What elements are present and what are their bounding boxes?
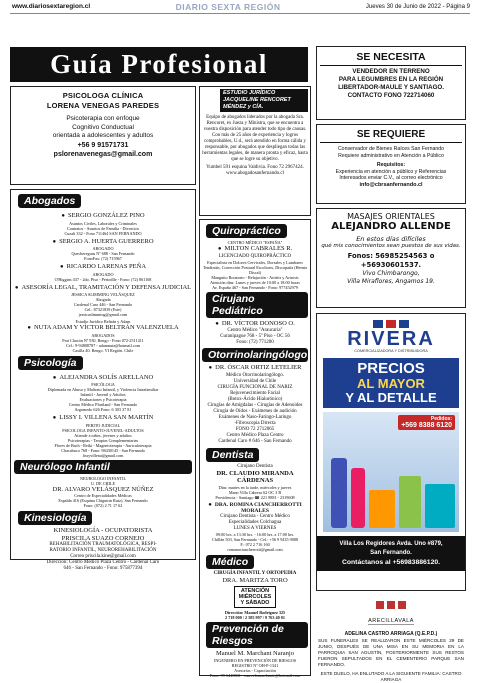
rivera-logo <box>317 314 465 353</box>
masajes-slogan: qué mis conocimientos sean puestos de sus vidas. <box>321 243 461 249</box>
rivera-brand: RIVERA <box>347 328 435 350</box>
ad-rivera <box>316 313 466 591</box>
masajes-slogan: En estos días difíciles <box>356 235 426 243</box>
ad-masajes <box>316 208 466 308</box>
abogado-entry <box>14 263 192 282</box>
quiro-line: Av. España 467 - San Fernando - Fono: 977452979 <box>212 284 298 290</box>
attn-line: Y SÁBADO <box>240 600 270 606</box>
psicologo-line: Centro Médico Pluriland - San Fernando <box>68 402 138 407</box>
obituary <box>316 601 466 683</box>
abogado-entry <box>14 212 192 236</box>
requiere-line: Conservador de Bienes Raíces San Fernando <box>337 146 445 152</box>
dentista-line2: LUNES A VIERNES <box>233 525 277 531</box>
otorrino-line: -Fibroscopia Directa <box>234 420 276 426</box>
otorrino-line: Centro Médico Plaza Centro <box>226 432 284 438</box>
psico-line: orientada a adolescentes y adultos <box>52 132 154 139</box>
masajes-name: ALEJANDRO ALLENDE <box>331 221 451 232</box>
product-pack <box>425 484 455 528</box>
abogado-line: Contratos - Asuntos de Familia - Divorcios <box>66 225 140 231</box>
section-medico: Médico <box>206 555 254 569</box>
psico-line: Psicoterapia con enfoque <box>66 115 140 122</box>
psicologo-line: Psicoterapias - Terapias Complementarias <box>67 437 139 443</box>
rivera-contact <box>317 536 465 571</box>
quiro-pre: CENTRO MÉDICO "ESPAÑA" <box>227 240 283 245</box>
otorrino-entry <box>202 364 308 445</box>
riesgos-line: INGENIERO EN PREVENCIÓN DE RIESGOS <box>213 657 297 663</box>
rivera-contact-phone: Contáctanos al +56983886120. <box>341 559 441 566</box>
abogado-line: Cuzali 332 - Fono 711464 SAN FERNANDO <box>64 230 142 236</box>
section-dentista: Dentista <box>206 448 259 462</box>
abogado-name: ● ASESORÍA LEGAL, TRAMITACIÓN Y DEFENSA JUDICIAL <box>14 284 192 293</box>
abogado-line: Quechereguas Nº 688 - San Fernando <box>71 251 135 256</box>
masajes-phones: Fonos: 56985254563 o +56930601537. <box>347 252 435 269</box>
dentista-line2: romanaciancherrotti@gmail.com <box>227 546 283 552</box>
kine-line: Dirección: Centro Médico Plaza Centro - Cardenal Caro <box>46 560 160 565</box>
riesgos-line: Asesorías - Capacitación <box>234 667 276 673</box>
masthead: DIARIO SEXTA REGIÓN <box>175 1 281 12</box>
riesgos-line: Fono: 99-6448841 - marcelomarchante@hotmail.com <box>209 672 301 678</box>
psicologo-name: ● LISSY I. VILLENA SAN MARTÍN <box>14 414 192 423</box>
psico-email: pslorenavenegas@gmail.com <box>53 150 153 158</box>
abogado-name: ● NUTA ADAM Y VÍCTOR BELTRÁN VALENZUELA <box>14 324 192 333</box>
otorrino-line: Exámenes de Naso-Faringo-Laringo <box>218 414 292 420</box>
psicologia-list <box>14 374 192 458</box>
ad-se-requiere <box>316 124 466 204</box>
estudio-address: Yumbel 591 esquina Valdivia. Fono 72 2967424. <box>206 165 304 170</box>
dentista-line2: Chillán 503, San Fernando - Cel.: +56 9 9435 9088 <box>212 536 298 542</box>
arecilla-brand: ARECILLAVALA <box>368 618 414 624</box>
rivera-pedidos: Pedidos: <box>430 416 452 422</box>
abogado-line: Abogada <box>95 297 111 302</box>
abogado-line: Asuntos Civiles, Laborales y Criminales <box>69 220 137 226</box>
requiere-line: Requiere administrativo en Atención a Público <box>338 152 444 159</box>
otorrino-lines <box>202 373 308 445</box>
masajes-title: MASAJES ORIENTALES <box>347 212 435 221</box>
quiro-lines <box>202 254 308 290</box>
abogado-line: Casilla 40. Rengo. VI Región. Chile <box>72 347 134 353</box>
section-kinesiologia: Kinesiología <box>18 511 92 525</box>
directory-box <box>10 189 196 571</box>
psicologo-line: Argomedo 626 Fono: 6 303 37 81 <box>74 407 132 412</box>
rivera-promo3: Y AL DETALLE <box>345 390 437 405</box>
pediatrico-line: Curanipague 768 - 5º Piso - OC 56 <box>220 334 290 339</box>
estudio-box <box>199 86 311 216</box>
otorrino-line: Médico Otorrinolaringólogo. <box>225 372 285 378</box>
attn-line: MIÉRCOLES <box>238 594 272 600</box>
section-abogados: Abogados <box>18 194 81 208</box>
requiere-req: Experiencia en atención a público y Referencias <box>335 168 447 175</box>
psico-box <box>10 86 196 185</box>
psico-line: Cognitivo Conductual <box>72 123 134 131</box>
neurologo-entry <box>14 476 192 509</box>
necesita-title: SE NECESITA <box>320 51 462 66</box>
rivera-promo1: PRECIOS <box>357 360 425 377</box>
psicologo-name: ● ALEJANDRA SOLÍS ARELLANO <box>14 374 192 383</box>
psicologo-line: PSICÓLOGA <box>91 382 115 387</box>
otorrino-line: CIRUGÍA FUNCIONAL DE NARIZ <box>217 384 293 390</box>
quiro-line: Atención días: Lunes y jueves de 10:00 a 18:00 horas <box>210 279 300 285</box>
psicologo-line: PSICOLOGA INFANTO-JUVENIL-ADULTOS <box>62 427 144 433</box>
dentista-line2: 09:00 hrs. a 13:30 hrs. - 16:00 hrs. a 17:00 hrs. <box>215 531 295 537</box>
neurologo-line: Fono: (072) 2 71 17 62 <box>83 503 123 508</box>
product-bottle <box>331 458 347 528</box>
abogado-entry <box>14 284 192 318</box>
otorrino-line: Rejuvenecimiento Facial <box>230 390 280 396</box>
section-pediatrico: Cirujano Pediátrico <box>206 292 308 318</box>
masajes-addr: Vivo Chimbarongo, <box>362 270 420 277</box>
psicologo-line: Chacabuco 768 - Fono: 98430145 - San Fernando <box>61 447 145 453</box>
abogado-name: ● RICARDO LARENAS PEÑA <box>14 263 192 272</box>
obituary-family: ESTE DUELO, HA ENLUTADO A LA SIGUIENTE FAMILIA: CASTRO ARRIAGA <box>320 671 462 682</box>
riesgos-entry <box>202 650 308 678</box>
medico-pre: CIRUGÍA INFANTIL Y ORTOPEDIA <box>213 570 297 576</box>
abogado-line: JESSICA SLIMMING VELÁSQUEZ <box>71 292 135 297</box>
neurologo-line: Centro de Especialidades Médicas <box>74 493 132 498</box>
riesgos-line: REGISTRO Nº OH-P-1341 <box>231 662 279 668</box>
rivera-promo2: AL MAYOR <box>357 376 425 391</box>
otorrino-line: FONO 72 2712065 <box>235 426 275 432</box>
section-psicologia: Psicología <box>18 356 83 370</box>
quiro-line: Especialista en Dolores Cervicales, Dorsales y Lumbares <box>207 259 303 265</box>
estudio-body: Equipo de abogados liderados por la abogada Sra. Rencoret, ex Jueza y Ministra, que se encuentra a vuestra disposición para atender todo tipo de causas. Con más de 25 años de experiencia y logros comprobables, U.d., será atendido en forma cálida y responsable, por abogados que despliegan todas las herramientas legales, de manera pronta y eficaz, hasta que se logre su objetivo. <box>202 115 308 162</box>
dentista-name: DR. CLAUDIO MIRANDA CÁRDENAS <box>216 469 294 484</box>
page-header <box>0 0 480 13</box>
abogado-name: ● SERGIO A. HUERTA GUERRERO <box>14 238 192 247</box>
neurologo-pre: U. DE CHILE <box>90 480 116 486</box>
abogados-list <box>14 212 192 353</box>
requiere-req-title: Requisitos: <box>376 162 406 168</box>
quiro-line: Tendinitis, Corrección Postural Escoliosis, Discopatía (Hernia Discal) <box>202 264 308 275</box>
neurologo-pre: NEUROLOGO INFANTIL <box>79 475 127 481</box>
dentista-entry <box>202 464 308 552</box>
pediatrico-entry <box>202 320 308 347</box>
abogado-name: ● SERGIO GONZÁLEZ PINO <box>14 212 192 221</box>
requiere-req: Interesados enviar C.V., al correo electrónico <box>339 175 443 181</box>
otorrino-name: ● DR. ÓSCAR ORTIZ LETELIER <box>202 364 308 373</box>
kine-line: REHABILITACIÓN TRAUMATOLÓGICA, RESPI- <box>49 542 157 547</box>
estudio-heading: ESTUDIO JURÍDICO JACQUELINE RENCORET MÉNDEZ y CÍA. <box>220 89 308 112</box>
attn-line: ATENCIÓN <box>240 588 270 594</box>
section-riesgos: Prevención de Riesgos <box>206 622 308 648</box>
dentista-name2: ● DRA. ROMINA CIANCHERROTTI MORALES <box>202 502 308 514</box>
otorrino-line: Universidad de Chile <box>233 378 277 384</box>
dentista-line: Mano Villa Cabrera 62 OC 3 B <box>228 489 282 495</box>
guide-banner: Guía Profesional <box>10 47 308 82</box>
medico-line: 2 718 000 / 2 585 997 / 9 763 40 01 <box>225 615 285 620</box>
abogado-pre: Estudio Jurídico Beltrán y Adam <box>75 319 131 324</box>
abogado-line: jessicaslimming@gmail.com <box>78 312 128 317</box>
site-url[interactable]: www.diariosextaregion.cl <box>12 3 91 10</box>
pediatrico-line: Centro Médico "Araucaria" <box>227 328 283 333</box>
dentista-line2: Especialidades Colchagua <box>228 519 282 525</box>
kine-title: KINESIOLOGÍA - OCUPATORISTA <box>53 527 153 534</box>
abogado-line: Cardenal Caro 446 - San Fernando <box>73 302 133 307</box>
otorrino-line: (Botox-Ácido Hialurónico) <box>227 396 283 402</box>
masajes-addr: Villa Miraflores, Angamos 19. <box>347 277 435 285</box>
medico-entry <box>202 571 308 621</box>
dentista-pre: Cirujano Dentista <box>237 463 273 469</box>
abogado-entry <box>14 238 192 262</box>
right-column <box>316 46 466 683</box>
rivera-addr: Villa Los Regidores Avda. Uno #879, <box>339 541 443 547</box>
product-pack <box>399 476 421 528</box>
otorrino-line: Cardenal Caro # 646 - San Fernando <box>218 438 292 444</box>
necesita-line: LIBERTADOR-MAULE Y SANTIAGO. <box>338 84 444 91</box>
kine-line: Correo priscila.kine@gmail.com <box>70 554 136 559</box>
rivera-logo-icon <box>317 320 465 328</box>
necesita-line: PARA LEGUMBRES EN LA REGIÓN <box>338 76 444 83</box>
kine-line: RATORIO INFANTIL, NEUROREHABILITACIÓN <box>49 548 157 553</box>
quiro-entry <box>202 240 308 290</box>
dentista-line: Días: martes en la tarde, miércoles y jueves <box>218 484 292 490</box>
middle-column <box>199 86 311 676</box>
product-pack <box>369 490 395 528</box>
requiere-email[interactable]: info@cbrsanfernando.cl <box>359 181 423 188</box>
psicologo-line: Flores de Bach - Reiki - Magnetoterapia - Auriculoterapia <box>54 442 152 448</box>
psicologo-line: Evaluaciones y Psicoterapia <box>79 397 127 402</box>
kine-line: 646 - San Fernando - Fono: 975877394 <box>63 566 143 571</box>
left-column <box>10 86 196 571</box>
section-neurologo: Neurólogo Infantil <box>14 460 192 474</box>
quiro-name: ● MILTON CABRALES R. <box>202 245 308 254</box>
dentista-lines <box>202 514 308 552</box>
psicologo-line: lissyvillena@gmail.com <box>82 452 124 458</box>
pediatrico-line: Fono: (72) 771200 <box>236 340 274 345</box>
otorrino-line: Cirugías de Amígdalas - Cirugías de Adenoides <box>207 402 303 408</box>
rivera-order-badge <box>398 415 455 430</box>
abogado-line: Cel.: 87321839 (Este) <box>84 307 122 312</box>
rivera-products-image <box>323 412 459 532</box>
product-bottle <box>351 468 365 528</box>
psicologo-entry <box>14 374 192 413</box>
section-otorrino: Otorrinolaringólogo <box>202 348 308 362</box>
abogado-line: Prat Chacón Nº 930, Rengo - Fono 072-2511411 <box>62 337 144 343</box>
neurologo-line: Espalda 416 (Esquina Chiguirin Ruiz), San Fernando <box>58 498 148 503</box>
abogado-line: O'Higgins 437 - 2do. Piso - Periodlle - Fono: (72) 861168 <box>54 276 152 282</box>
estudio-web[interactable]: www.abogadosanfernando.cl <box>226 171 284 176</box>
neurologo-name: DR. ALVARO VELÁSQUEZ NÚÑEZ <box>52 485 154 493</box>
necesita-line: CONTACTO FONO 722714060 <box>347 92 435 99</box>
abogado-line: Cel.: 9-94808787 - adamnuta@hotmail.com <box>66 342 140 348</box>
necesita-line: VENDEDOR EN TERRENO <box>352 68 430 75</box>
medico-name: DRA. MARITZA TORO <box>222 576 288 584</box>
medico-line: Dirección: Manuel Rodríguez 325 <box>224 610 286 615</box>
dentista-line2: Cirujano Dentista - Centro Médico <box>220 513 290 519</box>
abogado-line: ABOGADO <box>92 246 114 251</box>
obituary-body: SUS FUNERALES SE REALIZARON ESTE MIÉRCOLES 29 DE JUNIO, DESPUÉS DE UNA MISA EN SU MEMORIA EN LA PARROQUIA SAN AGUSTÍN, POSTERIORMENTE SUS RESTOS FUERON SEPULTADOS EN EL CEMENTERIO PARQUE SAN FERNANDO. <box>318 638 464 667</box>
psicologo-entry <box>14 414 192 458</box>
abogado-line: FonoFax: (72) 715967 <box>84 256 122 261</box>
rivera-promo <box>323 358 459 408</box>
arecilla-logo <box>316 601 466 609</box>
abogado-entry <box>14 319 192 353</box>
kinesiologia-entry <box>14 527 192 572</box>
section-quiropractico: Quiropráctico <box>206 224 287 238</box>
psicologo-line: Atiende a niños, jóvenes y adultos <box>74 432 132 438</box>
abogado-line: ABOGADOS <box>91 332 115 338</box>
dentista-line2: F.: 072 2 716 160 <box>240 541 270 547</box>
quiro-line: Manguito Rotatorio - Relajación - Artritis y Artrosis <box>211 274 299 280</box>
requiere-title: SE REQUIERE <box>320 129 462 143</box>
psicologo-line: PERITO JUDICIAL <box>85 422 121 428</box>
medico-attention-box <box>234 586 277 608</box>
obituary-title: ADELINA CASTRO ARRIAGA (Q.E.P.D.) <box>344 631 438 637</box>
psico-name: LORENA VENEGAS PAREDES <box>46 101 160 110</box>
dentista-line: Providencia - Santiago ☎ 221 9881 - 2319608 <box>215 494 295 500</box>
pediatrico-name: ● DR. VÍCTOR DONOSO O. <box>202 320 308 329</box>
psico-title: PSICOLOGA CLÍNICA <box>62 91 144 100</box>
rivera-addr: San Fernando. <box>370 550 412 556</box>
rivera-phone: +569 8388 6120 <box>401 422 452 429</box>
health-box <box>199 219 311 676</box>
kine-name: PRISCILA SUAZO CORNEJO <box>61 534 145 542</box>
psico-phone: +56 9 91571731 <box>77 141 129 149</box>
date-page: Jueves 30 de Junio de 2022 - Página 9 <box>365 3 470 10</box>
abogado-line: ABOGADO <box>92 271 114 277</box>
otorrino-line: Cirugía de Oídos - Exámenes de audición <box>213 408 297 414</box>
header-rule <box>10 13 470 14</box>
riesgos-name: Manuel M. Marchant Naranjo <box>216 650 294 657</box>
psicologo-line: Diplomada en Abuso y Maltrato Infantil, y Violencia Intrafamiliar <box>47 387 159 392</box>
rivera-tagline: COMERCIALIZADORA Y DISTRIBUIDORA <box>354 349 428 353</box>
ad-se-necesita <box>316 46 466 120</box>
quiro-line: LICENCIADO QUIROPRÁCTICO <box>218 253 292 259</box>
psicologo-line: Infantil - Juvenil y Adultos <box>80 392 126 397</box>
